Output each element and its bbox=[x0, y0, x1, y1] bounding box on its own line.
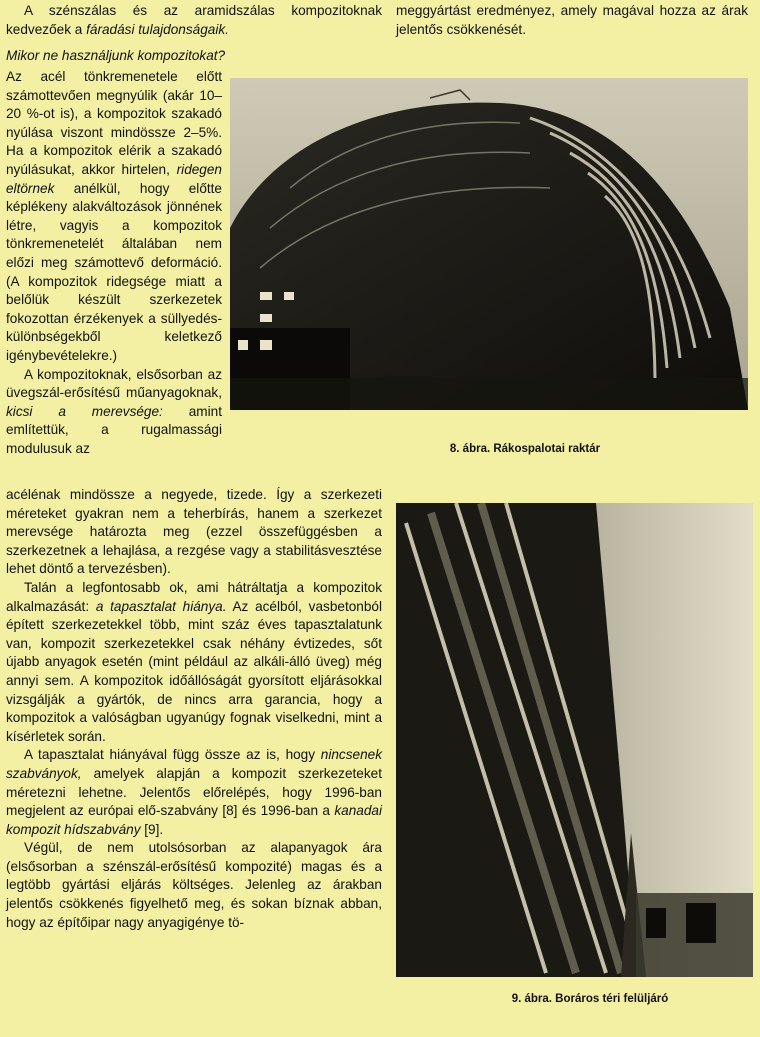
brittleness-paragraph bbox=[6, 68, 222, 366]
stiffness-paragraph bbox=[6, 366, 222, 459]
section-heading: Mikor ne használjunk kompozitokat? bbox=[6, 48, 226, 63]
fatigue-paragraph bbox=[6, 2, 382, 39]
standards-text-b: amelyek alapján a kompozit szerkezeteket méretezni lehetne. Jelentős előrelépés, hogy 1996-ban megjelent az európai elő-szabvány [8] és 1996-ban a bbox=[6, 765, 382, 819]
brittleness-text-a: Az acél tönkremenetele előtt számottevően megnyúlik (akár 10–20 %-ot is), a kompozitok szakadó nyúlása viszont mindössze 2–5%. Ha a kompozitok elérik a szakadó nyúlásukat, akkor hirtelen, bbox=[6, 69, 222, 177]
wide-column bbox=[6, 486, 382, 932]
standards-paragraph bbox=[6, 746, 382, 839]
stiffness-text-a: A kompozitoknak, elsősorban az üvegszál-erősítésű műanyagoknak, bbox=[6, 366, 222, 401]
standards-italic-2: kanadai kompozit hídszabvány bbox=[6, 803, 382, 837]
overpass-image bbox=[396, 503, 753, 977]
figure-9-photo bbox=[396, 503, 753, 977]
figure-9-caption: 9. ábra. Boráros téri felüljáró bbox=[511, 993, 669, 1005]
standards-italic-1: nincsenek szabványok, bbox=[6, 747, 382, 781]
standards-text-a: A tapasztalat hiányával függ össze az is, hogy bbox=[24, 747, 321, 763]
price-continuation: meggyártást eredményez, amely magával hozza az árak jelentős csökkenését. bbox=[396, 3, 748, 37]
fatigue-italic: fáradási tulajdonságaik. bbox=[86, 21, 229, 37]
standards-text-c: [9]. bbox=[140, 821, 164, 837]
right-column-top bbox=[396, 2, 748, 39]
figure-8-caption: 8. ábra. Rákospalotai raktár bbox=[449, 443, 601, 455]
experience-text-a: Talán a legfontosabb ok, ami hátráltatja a kompozitok alkalmazását: bbox=[6, 579, 382, 614]
experience-text-b: Az acélból, vasbetonból épített szerkezetekkel több, mint száz éves tapasztalatunk van, kompozit szerkezetekkel csak néhány évtizedes, sőt újabb anyagok esetén (mint például az alkáli-álló üveg) még annyi sem. A kompozitok időállóságát gyorsított eljárásokkal vizsgálják a gyártók, de nincs arra garancia, hogy a kompozitok a valóságban ugyanúgy fognak viselkedni, mint a kísérletek során. bbox=[6, 598, 382, 744]
figure-8-photo bbox=[230, 78, 748, 410]
brittleness-text-b: anélkül, hogy előtte képlékeny alakváltozások jönnének létre, vagyis a kompozitok tönkremenetelét általában nem előzi meg számottevő deformáció. (A kompozitok ridegsége miatt a belőlük készült szerkezetek fokozottan érzékenyek a süllyedés-különbségekből keletkező igénybevételekre.) bbox=[6, 180, 222, 363]
experience-paragraph bbox=[6, 579, 382, 746]
warehouse-arch-image bbox=[230, 78, 748, 410]
stiffness-italic: kicsi a merevsége: bbox=[6, 403, 163, 419]
narrow-column bbox=[6, 68, 222, 458]
stiffness-text-b: amint említettük, a rugalmassági modulusuk az bbox=[6, 403, 222, 456]
brittleness-italic: ridegen eltörnek bbox=[6, 161, 222, 196]
experience-italic: a tapasztalat hiánya. bbox=[95, 598, 227, 614]
stiffness-continuation: acélénak mindössze a negyede, tizede. Így a szerkezeti méreteket gyakran nem a teherbírás, hanem a szerkezet merevsége határozta meg (ezzel összefüggésben a szerkezetnek a lehajlása, a rezgése vagy a stabilitásvesztése lehet döntő a tervezésben). bbox=[6, 487, 382, 577]
cost-paragraph: Végül, de nem utolsósorban az alapanyagok ára (elsősorban a szénszál-erősítésű kompozité) magas és a legtöbb gyártási eljárás költséges. Jelenleg az árakban jelentős csökkenés figyelhető meg, és sokan bíznak abban, hogy az építőipar nagy anyagigénye tö- bbox=[6, 840, 382, 930]
fatigue-text: A szénszálas és az aramidszálas kompozitoknak kedvezőek a bbox=[6, 3, 382, 37]
intro-paragraph-block bbox=[6, 2, 382, 39]
